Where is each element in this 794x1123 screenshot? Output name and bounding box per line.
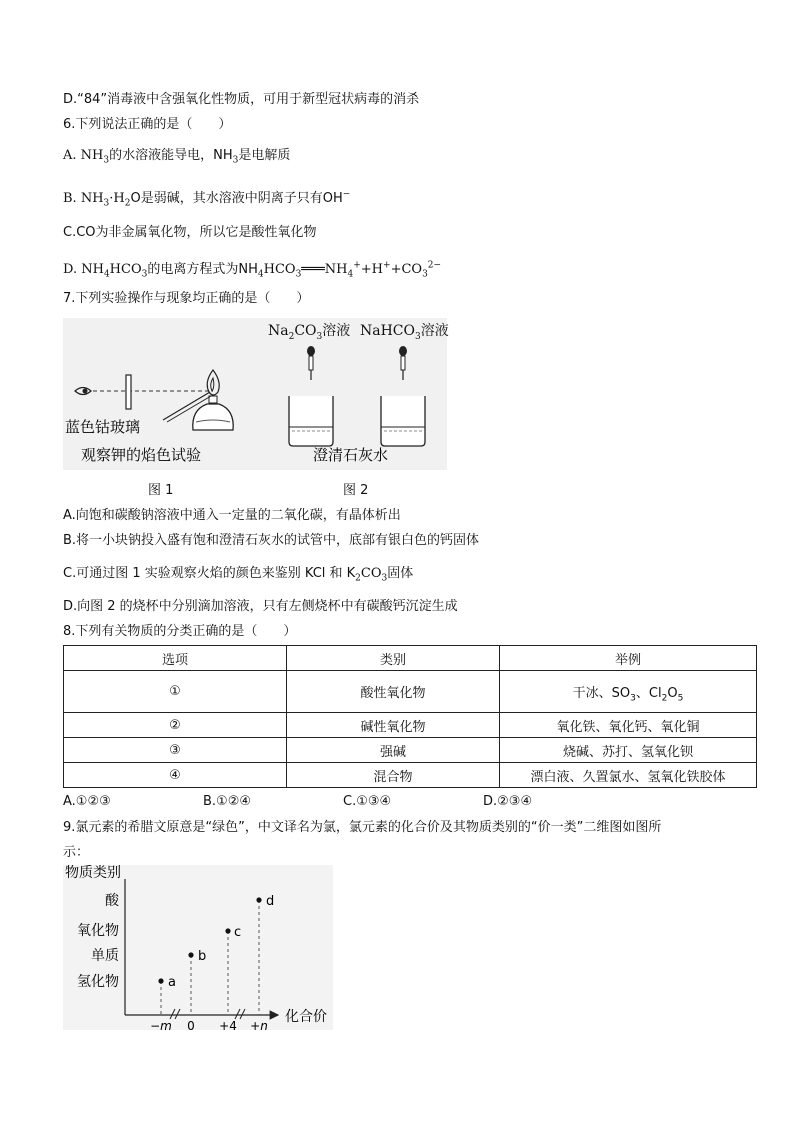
q7-option-a: A.向饱和碳酸钠溶液中通入一定量的二氧化碳，有晶体析出 [63,508,401,523]
row-example: 漂白液、久置氯水、氢氧化铁胶体 [500,763,757,788]
fig1-glass-label: 蓝色钴玻璃 [65,418,141,436]
x-tick-minus-m: −m [150,1019,172,1030]
q7-stem: 7.下列实验操作与现象均正确的是（ ） [63,291,310,306]
q7-option-c: C.可通过图 1 实验观察火焰的颜色来鉴别 KCl 和 $K_2CO_3$固体 [63,566,414,584]
row-category: 酸性氧化物 [287,671,500,713]
q8-choice-c: C.①③④ [343,794,392,809]
point-b-label: b [198,949,207,964]
row-example: 氧化铁、氧化钙、氧化铜 [500,713,757,738]
y-label-hydride: 氢化物 [77,974,119,990]
fig2-left-label: $Na_2CO_3$溶液 [268,323,351,342]
experiment-illustration [63,318,447,470]
point-c [225,928,230,933]
q6-option-d: D. $NH_4HCO_3$的电离方程式为$NH_4HCO_3═══NH_4^++H^++CO_3^{2-}$ [63,260,442,280]
table-row [64,671,757,713]
x-tick-plus-n: +n [250,1019,268,1030]
q9-stem-line1: 9.氯元素的希腊文原意是“绿色”，中文译名为氯，氯元素的化合价及其物质类别的“价一类”二维图如图所 [63,820,662,835]
valence-class-plot [63,865,333,1030]
table-row [64,763,757,788]
point-a-label: a [168,975,176,990]
fig2-caption: 澄清石灰水 [313,446,389,464]
q9-stem-line2: 示： [63,845,90,860]
classification-table [63,645,757,788]
table-header-row [64,646,757,671]
y-axis-title: 物质类别 [65,865,121,881]
dropper-right-icon [399,346,407,380]
eye-icon [75,388,91,395]
q6-option-c: C.CO为非金属氧化物，所以它是酸性氧化物 [63,225,317,240]
row-example: 烧碱、苏打、氢氧化钡 [500,738,757,763]
row-option: ② [64,713,287,738]
q8-choice-b: B.①②④ [203,794,252,809]
alcohol-lamp-icon [163,370,233,430]
q7-experiment-figure [63,318,447,470]
cobalt-glass [126,375,131,409]
x-tick-plus-4: +4 [219,1019,237,1030]
header-category: 类别 [287,646,500,671]
beaker-right-icon [381,396,425,446]
row-option: ③ [64,738,287,763]
point-d-label: d [266,894,275,909]
point-a [158,978,163,983]
x-tick-zero: 0 [187,1019,195,1030]
row-option: ① [64,671,287,713]
fig1-caption: 观察钾的焰色试验 [81,446,202,464]
y-label-oxide: 氧化物 [77,923,119,939]
row-category: 碱性氧化物 [287,713,500,738]
q6-stem: 6.下列说法正确的是（ ） [63,117,232,132]
table-row [64,738,757,763]
q6-option-a: A. $NH_3$的水溶液能导电，$NH_3$是电解质 [63,148,291,166]
fig1-label: 图 1 [148,483,174,498]
valence-class-diagram [63,865,333,1030]
q8-choice-d: D.②③④ [483,794,533,809]
point-b [188,952,193,957]
y-label-acid: 酸 [105,893,119,909]
fig2-label: 图 2 [343,483,369,498]
row-example: 干冰、$SO_3$、$Cl_2O_5$ [500,671,757,713]
row-option: ④ [64,763,287,788]
beaker-left-icon [289,396,333,446]
dropper-left-icon [307,346,315,380]
q7-option-b: B.将一小块钠投入盛有饱和澄清石灰水的试管中，底部有银白色的钙固体 [63,533,480,548]
row-category: 强碱 [287,738,500,763]
table-row [64,713,757,738]
q7-option-d: D.向图 2 的烧杯中分别滴加溶液，只有左侧烧杯中有碳酸钙沉淀生成 [63,599,458,614]
q6-option-b: B. $NH_3\cdot H_2O$是弱碱，其水溶液中阴离子只有OH− [63,189,351,209]
point-d [256,897,261,902]
point-c-label: c [234,925,242,940]
header-example: 举例 [500,646,757,671]
header-option: 选项 [64,646,287,671]
x-axis-title: 化合价 [285,1009,327,1025]
y-label-element: 单质 [91,948,119,964]
q5-option-d: D.“84”消毒液中含强氧化性物质，可用于新型冠状病毒的消杀 [63,92,420,107]
row-category: 混合物 [287,763,500,788]
fig2-right-label: NaHCO$_3$溶液 [360,323,449,342]
q8-choice-a: A.①②③ [63,794,111,809]
q8-stem: 8.下列有关物质的分类正确的是（ ） [63,624,297,639]
